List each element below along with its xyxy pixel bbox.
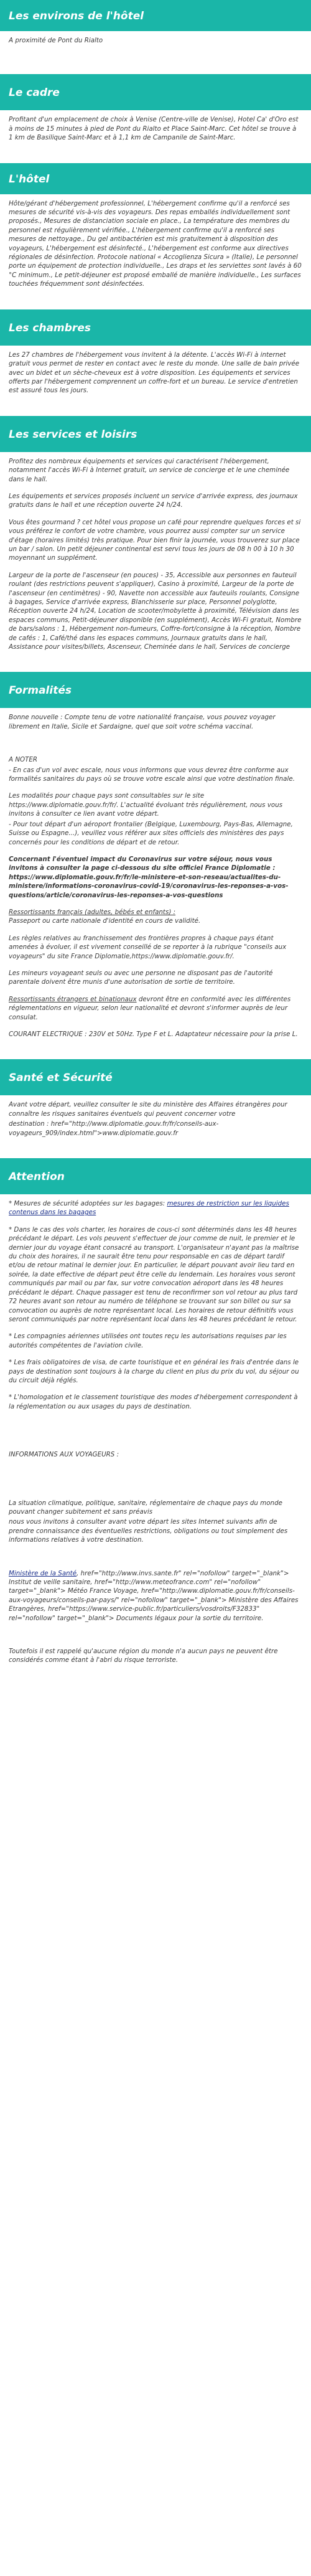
ministere-sante-link[interactable]: Ministère de la Santé bbox=[9, 1569, 77, 1577]
section-environs bbox=[0, 31, 311, 65]
section-hotel bbox=[0, 194, 311, 309]
formalites-p4: - Pour tout départ d'un aéroport frontalier (Belgique, Luxembourg, Pays-Bas, Allemagne, Suisse ou Espagne...), veuillez vous référer aux sites officiels des ministères des pays concernés pour les conditions de départ et de retour. bbox=[9, 820, 293, 846]
etr-text: devront être en conformité avec les différentes réglementations en vigueur, selon leur nationalité et devront s'informer auprès de leur consulat. bbox=[9, 995, 291, 1021]
cadre-text: Profitant d'un emplacement de choix à Venise (Centre-ville de Venise), Hotel Ca' d'Oro est à moins de 15 minutes à pied de Pont du Rialto et Place Saint-Marc. Cet hôtel se trouve à 1 km de Basilique Saint-Marc et à 1,1 km de Campanile de Saint-Marc. bbox=[9, 116, 299, 142]
section-sante bbox=[0, 1095, 311, 1158]
section-formalites bbox=[0, 708, 311, 1059]
section-cadre bbox=[0, 110, 311, 163]
formalites-p2: - En cas d'un vol avec escale, nous vous informons que vous devrez être conforme aux formalités sanitaires du pays où se trouve votre escale ainsi que votre destination finale. bbox=[9, 766, 295, 783]
section-title-services: Les services et loisirs bbox=[0, 416, 311, 452]
chambres-text: Les 27 chambres de l'hébergement vous invitent à la détente. L'accès Wi-Fi à internet gratuit vous permet de rester en contact avec le reste du monde. Une salle de bain privée avec un bidet et un sèche-cheveux est à votre disposition. Les équipements et services offerts par l'hébergement comprennent un coffre-fort et un bureau. Le service d'entretien est assuré tous les jours. bbox=[9, 351, 300, 395]
section-title-chambres: Les chambres bbox=[0, 309, 311, 346]
attention-p6: INFORMATIONS AUX VOYAGEURS : bbox=[9, 1451, 119, 1459]
sante-p1: Avant votre départ, veuillez consulter le site du ministère des Affaires étrangères pour connaître les risques sanitaires éventuels qui peuvent concerner votre bbox=[9, 1101, 287, 1118]
services-p3: Vous êtes gourmand ? cet hôtel vous propose un café pour reprendre quelques forces et si vous préférez le confort de votre chambre, vous pourrez aussi compter sur un service d'étage (horaires limités) très pratique. Pour bien finir la journée, vous trouverez sur place un bar / salon. Un petit déjeuner continental est servi tous les jours de 08 h 00 à 10 h 30 moyennant un supplément. bbox=[9, 518, 301, 562]
resid-text: Passeport ou carte nationale d'identité en cours de validité. bbox=[9, 917, 201, 925]
resid-heading: Ressortissants français (adultes, bébés et enfants) : bbox=[9, 908, 176, 916]
section-attention bbox=[0, 1194, 311, 1686]
section-title-hotel: L'hôtel bbox=[0, 163, 311, 194]
attention-p3: * Les compagnies aériennes utilisées ont toutes reçu les autorisations requises par les autorités compétentes de l'aviation civile. bbox=[9, 1333, 287, 1349]
hotel-text: Hôte/gérant d'hébergement professionnel, L'hébergement confirme qu'il a renforcé ses mesures de sécurité vis-à-vis des voyageurs. Des repas emballés individuellement sont proposés., Mesures de distanciation sociale en place., La température des membres du personnel est régulièrement vérifiée., L'hébergement confirme qu'il a renforcé ses mesures de nettoyage., Du gel antibactérien est mis gratuitement à disposition des voyageurs, L'hébergement est désinfecté., L'hébergement est conforme aux directives régionales de désinfection. Protocole national « Accoglienza Sicura » (Italie), Le personnel porte un équipement de protection individuelle., Les draps et les serviettes sont lavés à 60 °C minimum., Le petit-déjeuner est proposé emballé de manière individuelle., Les surfaces touchées fréquemment sont désinfectées. bbox=[9, 199, 302, 288]
section-services bbox=[0, 452, 311, 672]
formalites-p7: Les mineurs voyageant seuls ou avec une personne ne disposant pas de l'autorité parentale doivent être munis d'une autorisation de sortie de territoire. bbox=[9, 969, 273, 986]
liquids-restriction-link[interactable]: mesures de restriction sur les liquides contenus dans les bagages bbox=[9, 1200, 289, 1217]
formalites-a-noter: A NOTER bbox=[9, 756, 38, 764]
services-p4: Largeur de la porte de l'ascenseur (en pouces) - 35, Accessible aux personnes en fauteuil roulant (des restrictions peuvent s'appliquer), Casino à proximité, Largeur de la porte de l'ascenseur (en centimètres) - 90, Navette non accessible aux fauteuils roulants, Consigne à bagages, Service d'arrivée express, Blanchisserie sur place, Personnel polyglotte, Réception ouverte 24 h/24, Location de scooter/mobylette à proximité, Télévision dans les espaces communs, Petit-déjeuner disponible (en supplément), Accès Wi-Fi gratuit, Nombre de bars/salons : 1, Hébergement non-fumeurs, Coffre-fort/consigne à la réception, Nombre de cafés : 1, Café/thé dans les espaces communs, Journaux gratuits dans le hall, Assistance pour visites/billets, Ascenseur, Cheminée dans le hall, Services de concierge bbox=[9, 571, 302, 651]
attention-p10: Toutefois il est rappelé qu'aucune région du monde n'a aucun pays ne peuvent être considérés comme étant à l'abri du risque terroriste. bbox=[9, 1648, 278, 1664]
section-title-environs: Les environs de l'hôtel bbox=[0, 0, 311, 31]
attention-p7: La situation climatique, politique, sanitaire, réglementaire de chaque pays du monde pouvant changer subitement et sans préavis bbox=[9, 1499, 282, 1516]
attention-p2: * Dans le cas des vols charter, les horaires de cous-ci sont déterminés dans les 48 heures précédant le départ. Les vols peuvent s'effectuer de jour comme de nuit, le premier et le dernier jour du voyage étant consacré au transport. L'organisateur n'ayant pas la maîtrise du choix des horaires, il ne saurait être tenu pour responsable en cas de départ tardif et/ou de retour matinal le dernier jour. En particulier, le départ pouvant avoir lieu tard en soirée, la date effective de départ peut être celle du lendemain. Les horaires vous seront communiqués par mail ou par fax, sur votre convocation aéroport dans les 48 heures précédant le départ. Chaque passager est tenu de reconfirmer son vol retour au plus tard 72 heures avant son retour au numéro de téléphone se trouvant sur son billet ou sur sa convocation ou auprès de notre représentant local. Les horaires de retour définitifs vous seront communiqués par notre représentant local dans les 48 heures précédant le retour. bbox=[9, 1225, 299, 1323]
services-p2: Les équipements et services proposés incluent un service d'arrivée express, des journaux gratuits dans le hall et une réception ouverte 24 h/24. bbox=[9, 492, 298, 509]
section-title-formalites: Formalités bbox=[0, 672, 311, 708]
etr-heading: Ressortissants étrangers et binationaux bbox=[9, 995, 137, 1003]
attention-p5: * L'homologation et le classement touristique des modes d'hébergement correspondent à la réglementation ou aux usages du pays de destination. bbox=[9, 1394, 298, 1410]
formalites-p8: COURANT ELECTRIQUE : 230V et 50Hz. Type F et L. Adaptateur nécessaire pour la prise L. bbox=[9, 1031, 298, 1038]
formalites-p1: Bonne nouvelle : Compte tenu de votre nationalité française, vous pouvez voyager librement en Italie, Sicile et Sardaigne, quel que soit votre schéma vaccinal. bbox=[9, 714, 276, 730]
section-title-cadre: Le cadre bbox=[0, 74, 311, 110]
section-title-sante: Santé et Sécurité bbox=[0, 1059, 311, 1095]
environs-text: A proximité de Pont du Rialto bbox=[9, 37, 103, 44]
section-chambres bbox=[0, 346, 311, 416]
attention-p1: * Mesures de sécurité adoptées sur les bagages: bbox=[9, 1200, 167, 1208]
sante-p2: destination : href="http://www.diplomatie.gouv.fr/fr/conseils-aux-voyageurs_909/index.html">www.diplomatie.gouv.fr bbox=[9, 1120, 219, 1137]
formalites-p5: Concernant l'éventuel impact du Coronavirus sur votre séjour, nous vous invitons à consulter la page ci-dessous du site officiel France Diplomatie : https://www.diplomatie.gouv.fr/fr/le-ministere-et-son-reseau/actualites-du-ministere/informations-coronavirus-covid-19/coronavirus-les-reponses-a-vos-questions/article/coronavirus-les-reponses-a-vos-questions bbox=[9, 855, 289, 899]
attention-p9: , href="http://www.invs.sante.fr" rel="nofollow" target="_blank"> Institut de veille sanitaire, href="http://www.meteofrance.com" rel="nofollow" target="_blank"> Météo France Voyage, href="http://www.diplomatie.gouv.fr/fr/conseils-aux-voyageurs/conseils-par-pays/" rel="nofollow" target="_blank"> Ministère des Affaires Etrangères, href="https://www.service-public.fr/particuliers/vosdroits/F32833" rel="nofollow" target="_blank"> Documents légaux pour la sortie du territoire. bbox=[9, 1569, 299, 1622]
formalites-p3: Les modalités pour chaque pays sont consultables sur le site https://www.diplomatie.gouv.fr/fr/. L'actualité évoluant très régulièrement, nous vous invitons à consulter ce lien avant votre départ. bbox=[9, 792, 283, 818]
section-title-attention: Attention bbox=[0, 1158, 311, 1194]
services-p1: Profitez des nombreux équipements et services qui caractérisent l'hébergement, notamment l'accès Wi-Fi à Internet gratuit, un service de concierge et le une cheminée dans le hall. bbox=[9, 457, 290, 483]
formalites-p6: Les règles relatives au franchissement des frontières propres à chaque pays étant amenées à évoluer, il est vivement conseillé de se reporter à la rubrique "conseils aux voyageurs" du site France Diplomatie,https://www.diplomatie.gouv.fr/. bbox=[9, 934, 287, 960]
attention-p8: nous vous invitons à consulter avant votre départ les sites Internet suivants afin de prendre connaissance des éventuelles restrictions, obligations ou tout simplement des informations relatives à votre destination. bbox=[9, 1518, 288, 1544]
attention-p4: * Les frais obligatoires de visa, de carte touristique et en général les frais d'entrée dans le pays de destination sont toujours à la charge du client en plus du prix du vol, du séjour ou du circuit déjà réglés. bbox=[9, 1359, 299, 1384]
